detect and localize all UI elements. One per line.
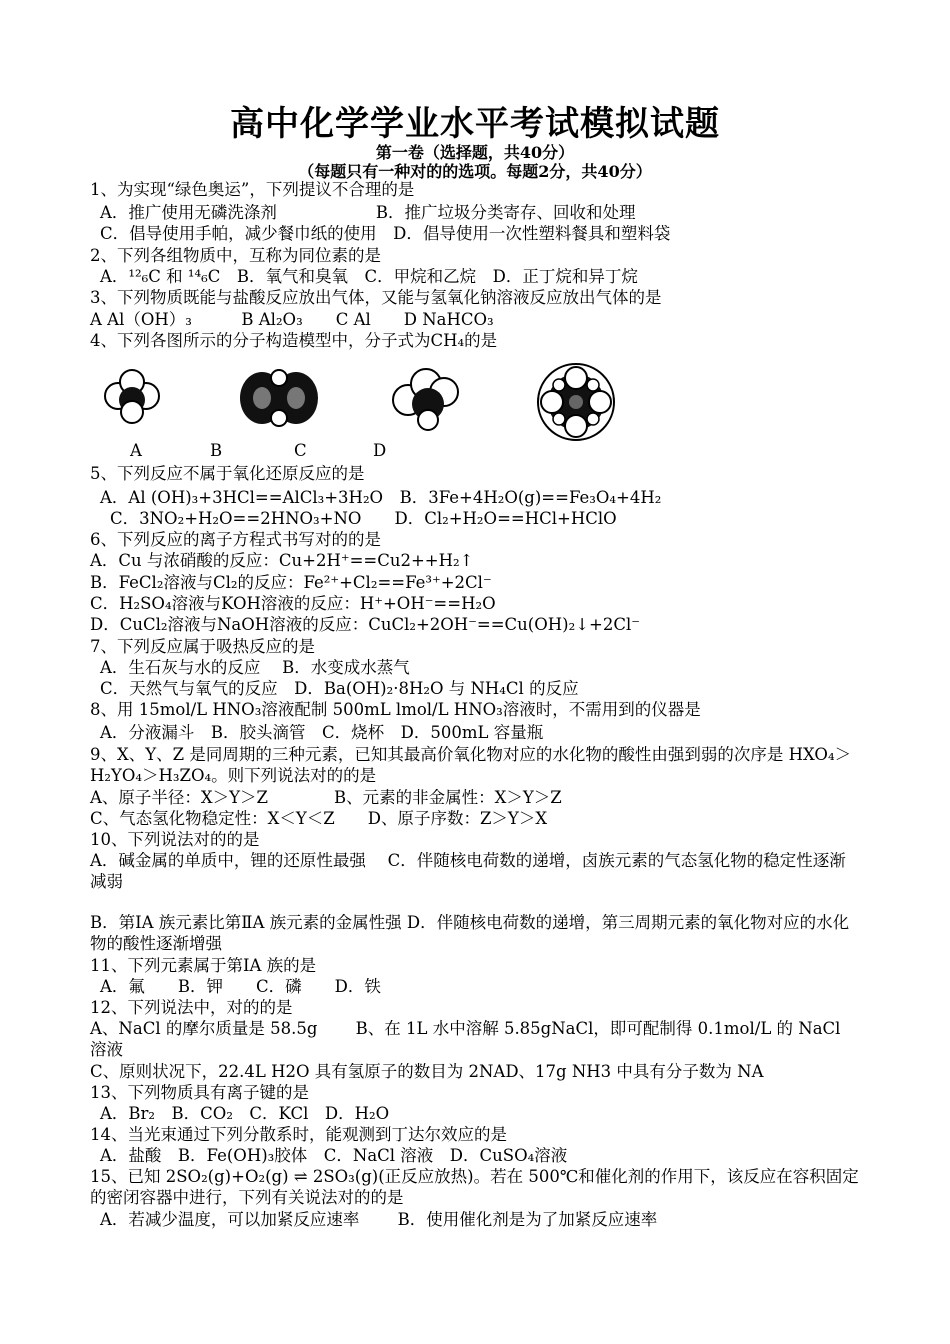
q15: 15、已知 2SO₂(g)+O₂(g) ⇌ 2SO₃(g)(正反应放热)。若在 500℃和催化剂的作用下，该反应在容积固定的密闭容器中进行，下列有关说法对的的是: [90, 1167, 859, 1207]
q15-options-ab: A．若减少温度，可以加紧反应速率 B．使用催化剂是为了加紧反应速率: [100, 1210, 658, 1229]
q7: 7、下列反应属于吸热反应的是: [90, 637, 315, 656]
q13-options: A．Br₂ B．CO₂ C．KCl D．H₂O: [100, 1104, 390, 1123]
q7-options-ab: A．生石灰与水的反应 B．水变成水蒸气: [100, 658, 410, 677]
page-title: 高中化学学业水平考试模拟试题: [230, 104, 720, 144]
q1-options-cd: C．倡导使用手帕，减少餐巾纸的使用 D．倡导使用一次性塑料餐具和塑料袋: [100, 224, 671, 243]
q9-options-cd: C、气态氢化物稳定性：X＜Y＜Z D、原子序数：Z＞Y＞X: [90, 809, 548, 828]
q12: 12、下列说法中，对的的是: [90, 998, 293, 1017]
q6-option-c: C．H₂SO₄溶液与KOH溶液的反应：H⁺+OH⁻==H₂O: [90, 594, 496, 613]
q14: 14、当光束通过下列分散系时，能观测到丁达尔效应的是: [90, 1125, 507, 1144]
q3-options: A Al（OH）₃ B Al₂O₃ C Al D NaHCO₃: [90, 310, 494, 329]
q10-options-ac: A．碱金属的单质中，锂的还原性最强 C．伴随核电荷数的递增，卤族元素的气态氢化物的稳定性逐渐减弱: [90, 851, 846, 891]
section-note: （每题只有一种对的的选项。每题2分，共40分）: [298, 162, 652, 181]
q5: 5、下列反应不属于氧化还原反应的是: [90, 464, 365, 483]
q10: 10、下列说法对的的是: [90, 830, 260, 849]
q11: 11、下列元素属于第ⅠA 族的是: [90, 956, 317, 975]
molecule-a-image: [100, 362, 164, 426]
q11-options: A．氟 B．钾 C．磷 D．铁: [100, 977, 381, 996]
q13: 13、下列物质具有离子键的是: [90, 1083, 309, 1102]
q10-options-bd: B．第ⅠA 族元素比第ⅡA 族元素的金属性强 D．伴随核电荷数的递增，第三周期元素的氧化物对应的水化物的酸性逐渐增强: [90, 913, 850, 953]
molecule-label-c: C: [294, 441, 307, 460]
q2: 2、下列各组物质中，互称为同位素的是: [90, 246, 381, 265]
q2-options: A．¹²₆C 和 ¹⁴₆C B．氧气和臭氧 C．甲烷和乙烷 D．正丁烷和异丁烷: [100, 267, 638, 286]
q7-options-cd: C．天然气与氧气的反应 D．Ba(OH)₂·8H₂O 与 NH₄Cl 的反应: [100, 679, 579, 698]
molecule-c-image: [388, 362, 464, 432]
q5-options-ab: A．Al (OH)₃+3HCl==AlCl₃+3H₂O B．3Fe+4H₂O(g)==Fe₃O₄+4H₂: [100, 488, 662, 507]
q4: 4、下列各图所示的分子构造模型中，分子式为CH₄的是: [90, 331, 498, 350]
q6-option-b: B．FeCl₂溶液与Cl₂的反应：Fe²⁺+Cl₂==Fe³⁺+2Cl⁻: [90, 573, 492, 592]
q9: 9、X、Y、Z 是同周期的三种元素，已知其最高价氧化物对应的水化物的酸性由强到弱的次序是 HXO₄＞H₂YO₄＞H₃ZO₄。则下列说法对的的是: [90, 745, 852, 785]
q1-options-ab: A．推广使用无磷洗涤剂 B．推广垃圾分类寄存、回收和处理: [100, 203, 636, 222]
q9-options-ab: A、原子半径：X＞Y＞Z B、元素的非金属性：X＞Y＞Z: [90, 788, 562, 807]
q12-options-ab: A、NaCl 的摩尔质量是 58.5g B、在 1L 水中溶解 5.85gNaCl，即可配制得 0.1mol/L 的 NaCl 溶液: [90, 1019, 841, 1059]
q3: 3、下列物质既能与盐酸反应放出气体，又能与氢氧化钠溶液反应放出气体的是: [90, 288, 662, 307]
q14-options: A．盐酸 B．Fe(OH)₃胶体 C．NaCl 溶液 D．CuSO₄溶液: [100, 1146, 568, 1165]
q5-options-cd: C．3NO₂+H₂O==2HNO₃+NO D．Cl₂+H₂O==HCl+HClO: [110, 509, 617, 528]
molecule-label-d: D: [373, 441, 387, 460]
molecule-b-image: [238, 362, 320, 434]
molecule-d-image: [535, 362, 617, 442]
q8: 8、用 15mol/L HNO₃溶液配制 500mL lmol/L HNO₃溶液时，不需用到的仪器是: [90, 700, 701, 719]
section-heading: 第一卷（选择题，共40分）: [375, 143, 575, 162]
molecule-label-b: B: [210, 441, 223, 460]
molecule-label-a: A: [130, 441, 142, 460]
q6: 6、下列反应的离子方程式书写对的的是: [90, 530, 381, 549]
q12-options-cd: C、原则状况下，22.4L H2O 具有氢原子的数目为 2NAD、17g NH3 中具有分子数为 NA: [90, 1062, 764, 1081]
q6-option-a: A．Cu 与浓硝酸的反应：Cu+2H⁺==Cu2++H₂↑: [90, 551, 474, 570]
q6-option-d: D．CuCl₂溶液与NaOH溶液的反应：CuCl₂+2OH⁻==Cu(OH)₂↓+2Cl⁻: [90, 615, 640, 634]
q8-options: A．分液漏斗 B．胶头滴管 C．烧杯 D．500mL 容量瓶: [100, 723, 544, 742]
q1: 1、为实现“绿色奥运”，下列提议不合理的是: [90, 180, 415, 199]
